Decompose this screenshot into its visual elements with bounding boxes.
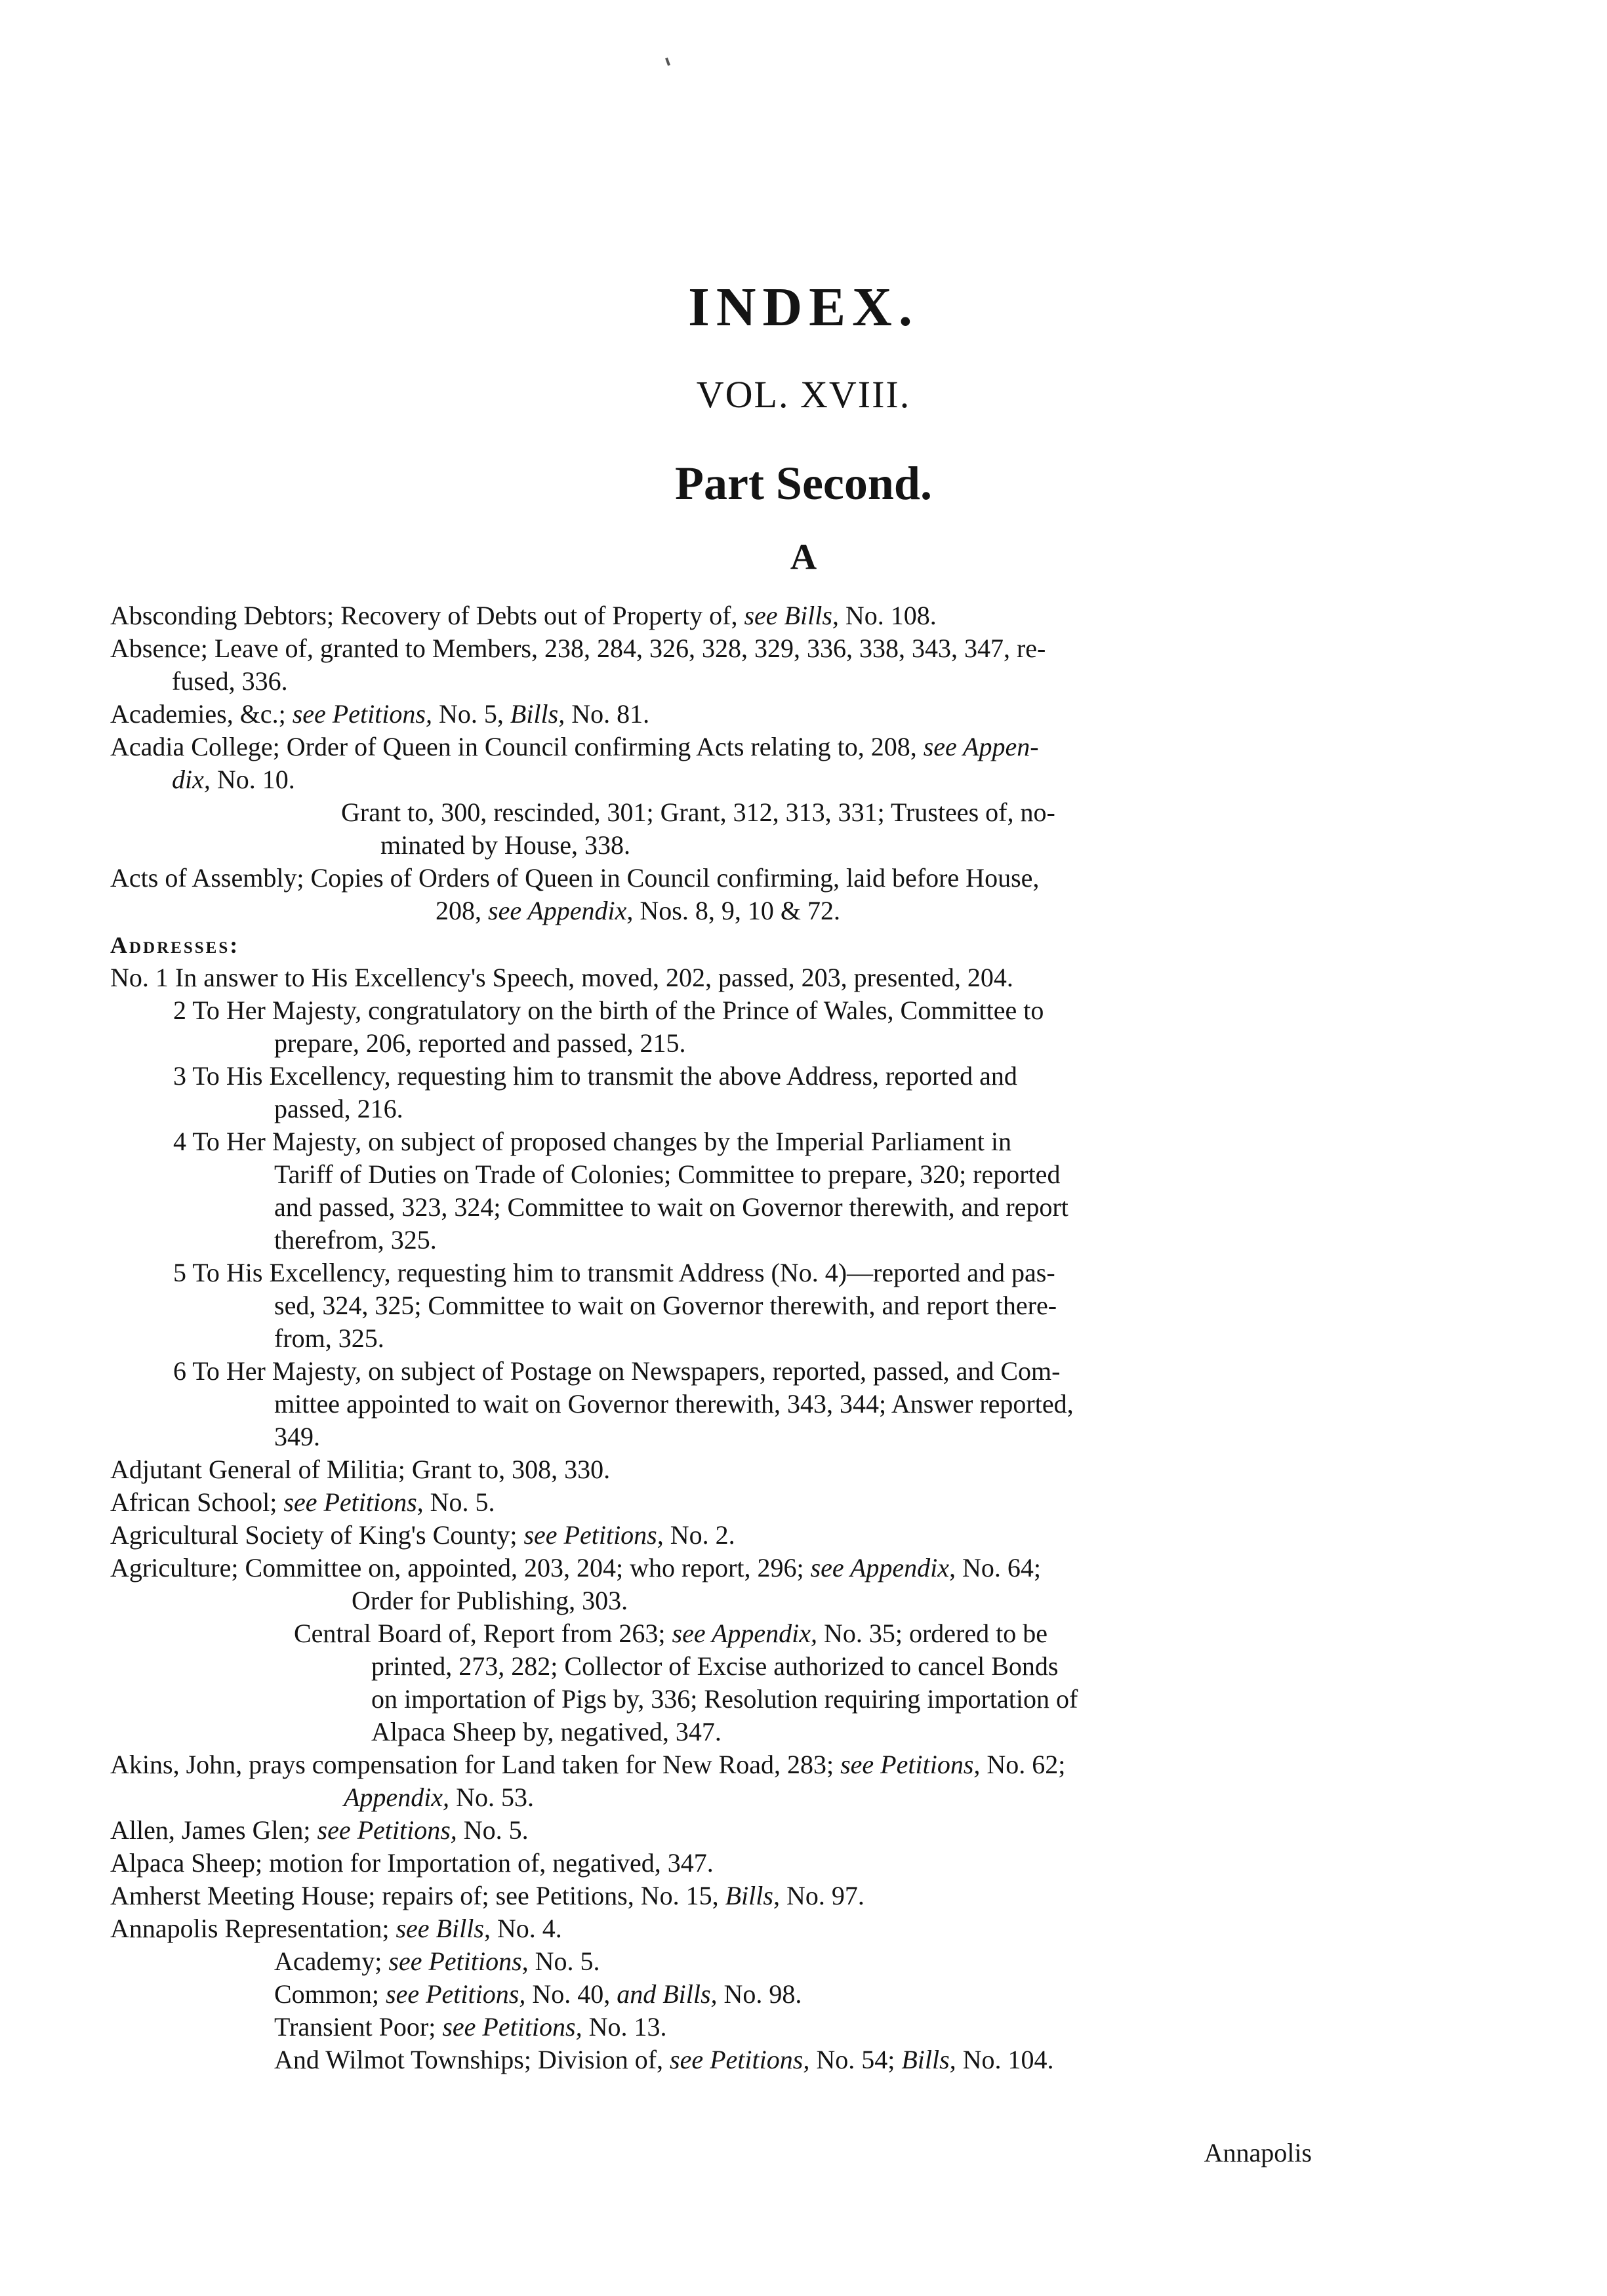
- line-text: No. 35; ordered to be: [817, 1619, 1048, 1648]
- volume-label: VOL. XVIII.: [696, 373, 911, 416]
- index-line: [110, 1880, 865, 1912]
- italic-reference: see Appendix,: [488, 896, 634, 925]
- index-line: [173, 1257, 1055, 1289]
- section-letter: A: [790, 537, 817, 578]
- index-line: [173, 1060, 1017, 1093]
- italic-reference: see Petitions,: [523, 1520, 664, 1550]
- line-text: Akins, John, prays compensation for Land taken for New Road, 283;: [110, 1750, 841, 1779]
- line-text: Acts of Assembly; Copies of Orders of Queen in Council confirming, laid before House,: [110, 863, 1040, 893]
- line-text: No. 81.: [565, 699, 650, 729]
- line-text: Adjutant General of Militia; Grant to, 308, 330.: [110, 1455, 611, 1484]
- catchword: Annapolis: [1204, 2138, 1312, 2167]
- line-text: Absconding Debtors; Recovery of Debts out of Property of,: [110, 601, 744, 630]
- index-line: [110, 929, 239, 961]
- index-line: [294, 1617, 1048, 1650]
- index-line: [110, 961, 1013, 994]
- line-text: Common;: [274, 1979, 386, 2009]
- line-text: Alpaca Sheep; motion for Importation of, negatived, 347.: [110, 1848, 714, 1878]
- italic-reference: Appendix,: [344, 1782, 450, 1812]
- index-line: [110, 632, 1046, 665]
- index-line: [173, 1125, 1011, 1158]
- italic-reference: Bills,: [725, 1881, 780, 1910]
- index-line: [172, 665, 288, 698]
- ink-speck: [665, 58, 670, 66]
- line-text: Academies, &c.;: [110, 699, 293, 729]
- line-text: Acadia College; Order of Queen in Council confirming Acts relating to, 208,: [110, 732, 924, 761]
- index-line: [110, 1912, 562, 1945]
- line-text: sed, 324, 325; Committee to wait on Governor therewith, and report there-: [274, 1291, 1057, 1320]
- index-line: [110, 862, 1039, 895]
- index-line: [172, 763, 295, 796]
- italic-reference: and Bills,: [617, 1979, 718, 2009]
- line-text: No. 98.: [717, 1979, 802, 2009]
- index-line: [173, 1355, 1060, 1388]
- line-text: No. 54;: [809, 2045, 902, 2074]
- line-text: No. 5.: [457, 1815, 529, 1845]
- line-text: No. 64;: [956, 1553, 1042, 1582]
- line-text: No. 5,: [432, 699, 510, 729]
- line-text: on importation of Pigs by, 336; Resolution requiring importation of: [371, 1684, 1078, 1714]
- line-text: 6 To Her Majesty, on subject of Postage on Newspapers, reported, passed, and Com-: [173, 1356, 1061, 1386]
- index-line: [173, 994, 1044, 1027]
- italic-reference: see Appen-: [923, 732, 1039, 761]
- line-text: No. 5.: [423, 1487, 495, 1517]
- line-text: Grant to, 300, rescinded, 301; Grant, 312, 313, 331; Trustees of, no-: [341, 797, 1055, 827]
- line-text: Agricultural Society of King's County;: [110, 1520, 524, 1550]
- line-text: passed, 216.: [274, 1094, 403, 1123]
- index-line: [274, 1420, 320, 1453]
- index-line: [352, 1584, 628, 1617]
- line-text: Nos. 8, 9, 10 & 72.: [633, 896, 840, 925]
- line-text: No. 97.: [779, 1881, 865, 1910]
- italic-reference: Bills,: [901, 2045, 956, 2074]
- line-text: Amherst Meeting House; repairs of; see Petitions, No. 15,: [110, 1881, 725, 1910]
- italic-reference: see Petitions,: [388, 1946, 529, 1976]
- index-line: [371, 1683, 1078, 1716]
- line-text: Tariff of Duties on Trade of Colonies; Committee to prepare, 320; reported: [274, 1159, 1061, 1189]
- line-text: Allen, James Glen;: [110, 1815, 317, 1845]
- index-line: [110, 1748, 1065, 1781]
- index-line: [341, 796, 1055, 829]
- index-line: [274, 1289, 1057, 1322]
- italic-reference: see Petitions,: [317, 1815, 457, 1845]
- line-text: No. 10.: [210, 765, 295, 794]
- line-text: printed, 273, 282; Collector of Excise authorized to cancel Bonds: [371, 1651, 1059, 1681]
- italic-reference: see Petitions,: [442, 2012, 582, 2042]
- index-line: [274, 1388, 1074, 1420]
- italic-reference: see Petitions,: [840, 1750, 981, 1779]
- line-text: No. 108.: [838, 601, 937, 630]
- line-text: 349.: [274, 1422, 320, 1451]
- italic-reference: see Petitions,: [292, 699, 432, 729]
- index-line: [274, 1978, 802, 2011]
- line-text: No. 40,: [525, 1979, 617, 2009]
- line-text: Agriculture; Committee on, appointed, 203, 204; who report, 296;: [110, 1553, 811, 1582]
- line-text: 5 To His Excellency, requesting him to transmit Address (No. 4)—reported and pas-: [173, 1258, 1055, 1287]
- italic-reference: see Bills,: [744, 601, 839, 630]
- index-line: [344, 1781, 534, 1814]
- line-text: No. 2.: [663, 1520, 735, 1550]
- line-text: 4 To Her Majesty, on subject of proposed changes by the Imperial Parliament in: [173, 1127, 1011, 1156]
- line-text: minated by House, 338.: [380, 830, 631, 860]
- line-text: Transient Poor;: [274, 2012, 443, 2042]
- index-line: [110, 1453, 610, 1486]
- italic-reference: see Petitions,: [283, 1487, 424, 1517]
- line-text: and passed, 323, 324; Committee to wait on Governor therewith, and report: [274, 1192, 1068, 1222]
- line-text: Annapolis Representation;: [110, 1914, 396, 1943]
- index-line: [110, 1552, 1041, 1584]
- line-text: And Wilmot Townships; Division of,: [274, 2045, 670, 2074]
- line-text: No. 4.: [490, 1914, 562, 1943]
- italic-reference: see Petitions,: [386, 1979, 526, 2009]
- line-text: Alpaca Sheep by, negatived, 347.: [371, 1717, 722, 1746]
- line-text: mittee appointed to wait on Governor therewith, 343, 344; Answer reported,: [274, 1389, 1074, 1419]
- italic-reference: see Petitions,: [670, 2045, 810, 2074]
- page-title: INDEX.: [688, 277, 919, 338]
- italic-reference: see Appendix,: [810, 1553, 956, 1582]
- index-line: [110, 1814, 529, 1847]
- index-line: [110, 1847, 714, 1880]
- index-line: [274, 2044, 1054, 2076]
- line-text: 3 To His Excellency, requesting him to transmit the above Address, reported and: [173, 1061, 1017, 1091]
- line-text: prepare, 206, reported and passed, 215.: [274, 1028, 686, 1058]
- index-line: [110, 698, 649, 731]
- index-line: [110, 1519, 735, 1552]
- line-text: No. 104.: [956, 2045, 1054, 2074]
- index-line: [380, 829, 630, 862]
- index-line: [371, 1650, 1059, 1683]
- italic-reference: Bills,: [510, 699, 565, 729]
- line-text: 2 To Her Majesty, congratulatory on the birth of the Prince of Wales, Committee to: [173, 996, 1044, 1025]
- index-line: [274, 1191, 1068, 1224]
- line-text: Addresses:: [110, 932, 240, 958]
- line-text: No. 13.: [582, 2012, 667, 2042]
- index-line: [110, 1486, 495, 1519]
- line-text: No. 53.: [449, 1782, 534, 1812]
- index-line: [110, 731, 1039, 763]
- index-line: [274, 2011, 667, 2044]
- line-text: fused, 336.: [172, 666, 288, 696]
- line-text: Order for Publishing, 303.: [352, 1586, 628, 1615]
- index-line: [274, 1322, 384, 1355]
- line-text: Central Board of, Report from 263;: [294, 1619, 672, 1648]
- italic-reference: dix,: [172, 765, 211, 794]
- line-text: 208,: [436, 896, 488, 925]
- line-text: No. 62;: [980, 1750, 1066, 1779]
- line-text: from, 325.: [274, 1323, 384, 1353]
- line-text: Academy;: [274, 1946, 389, 1976]
- index-line: [110, 599, 937, 632]
- index-line: [274, 1945, 600, 1978]
- index-line: [274, 1093, 403, 1125]
- part-label: Part Second.: [675, 457, 932, 510]
- index-line: [274, 1027, 686, 1060]
- line-text: No. 5.: [528, 1946, 600, 1976]
- index-line: [274, 1158, 1060, 1191]
- line-text: therefrom, 325.: [274, 1225, 437, 1255]
- line-text: African School;: [110, 1487, 284, 1517]
- italic-reference: see Bills,: [396, 1914, 491, 1943]
- line-text: Absence; Leave of, granted to Members, 238, 284, 326, 328, 329, 336, 338, 343, 347, re-: [110, 634, 1046, 663]
- italic-reference: see Appendix,: [672, 1619, 817, 1648]
- line-text: No. 1 In answer to His Excellency's Speech, moved, 202, passed, 203, presented, 204.: [110, 963, 1013, 992]
- index-line: [274, 1224, 437, 1257]
- index-line: [371, 1716, 722, 1748]
- index-line: [436, 895, 840, 927]
